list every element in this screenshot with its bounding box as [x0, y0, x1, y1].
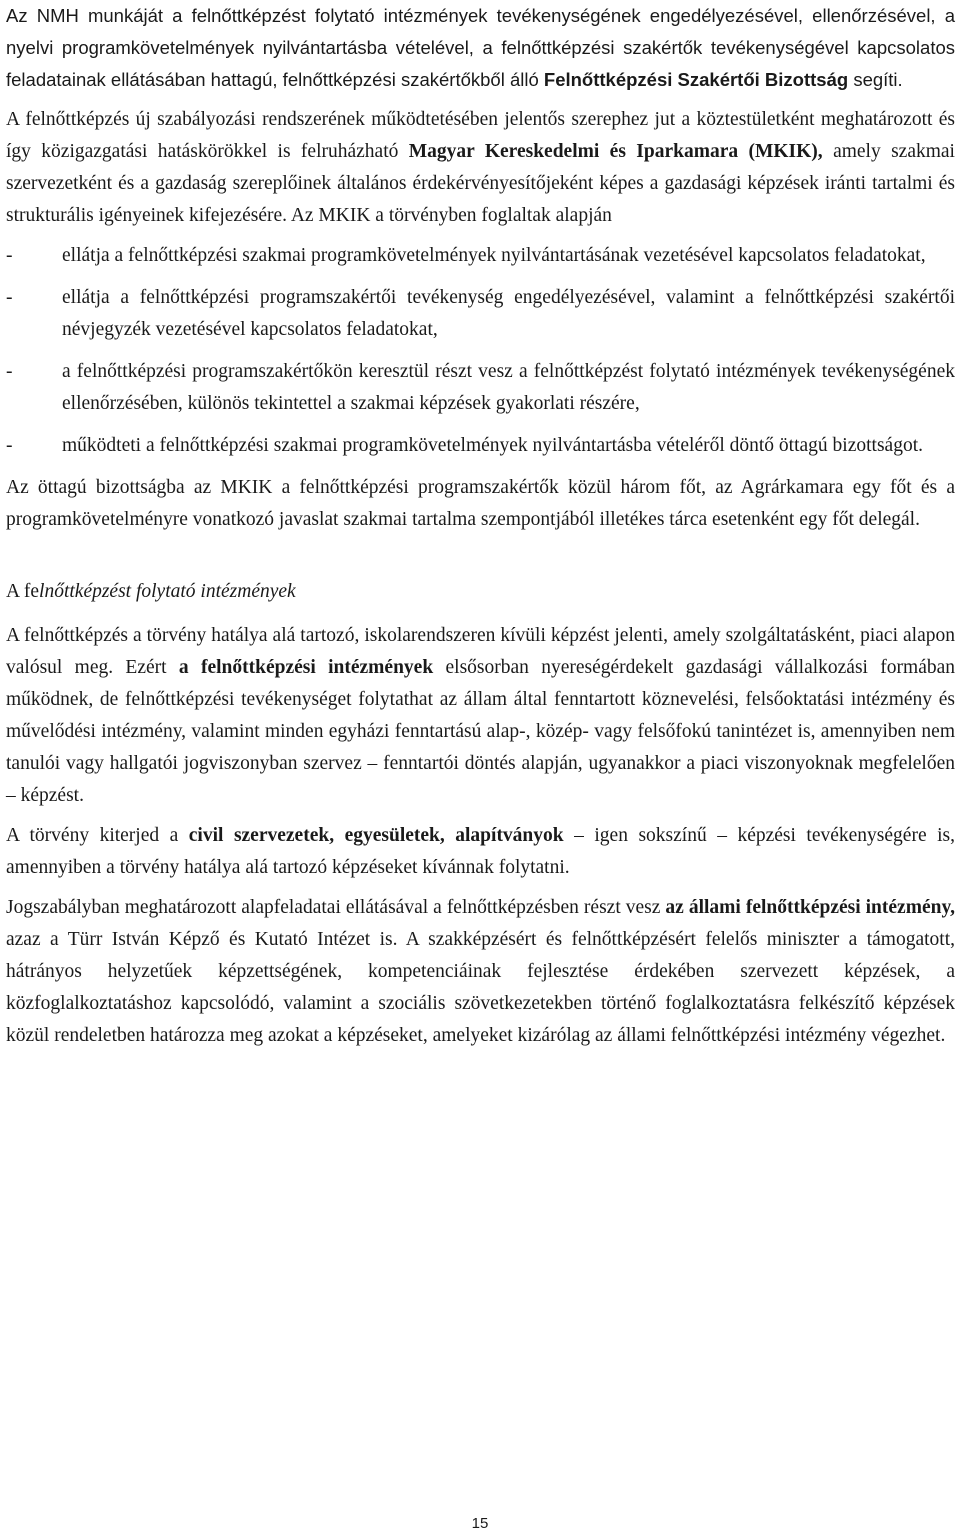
- paragraph-mkik-tail: Az MKIK a törvényben foglaltak alapján: [287, 205, 612, 226]
- section-heading: [6, 576, 955, 608]
- bold-state-institution: az állami felnőttképzési intézmény,: [665, 897, 955, 918]
- bold-mkik-name: Magyar Kereskedelmi és Iparkamara (MKIK),: [408, 141, 823, 162]
- paragraph-fszb-text: Az NMH munkáját a felnőttképzést folytató intézmények tevékenységének engedélyezésével, ellenőrzésével, a nyelvi programkövetelmények nyilvántartásba vételével, a felnőttképzési szakértők tevékenységével kapcsolatos feladatainak ellátásában hattagú, felnőttképzési szakértőkből álló: [6, 5, 955, 90]
- list-item: [6, 282, 955, 346]
- paragraph-committee: Az öttagú bizottságba az MKIK a felnőttképzési programszakértők közül három főt, az Agrárkamara egy főt és a programkövetelményre vonatkozó javaslat szakmai tartalma szempontjából illetékes tárca esetenként egy főt delegál.: [6, 477, 955, 530]
- paragraph-mkik: [6, 104, 955, 232]
- section-heading-italic: lnőttképzést folytató intézmények: [39, 581, 296, 602]
- paragraph-state-text: Jogszabályban meghatározott alapfeladatai ellátásával a felnőttképzésben részt vesz: [6, 897, 666, 918]
- paragraph-fszb: [6, 0, 955, 96]
- list-item-text: működteti a felnőttképzési szakmai programkövetelmények nyilvántartásba vételéről döntő öttagú bizottságot.: [62, 435, 923, 456]
- dash-bullet: -: [6, 435, 13, 456]
- dash-bullet: -: [6, 287, 13, 308]
- paragraph-fszb-after: segíti.: [848, 69, 903, 90]
- bold-civil: civil szervezetek, egyesületek, alapítványok: [188, 825, 564, 846]
- list-item: [6, 240, 955, 272]
- paragraph-civil-text: A törvény kiterjed a: [6, 825, 189, 846]
- list-item-text: ellátja a felnőttképzési programszakértői tevékenység engedélyezésével, valamint a felnőttképzési szakértői névjegyzék vezetésével kapcsolatos feladatokat,: [62, 287, 955, 340]
- paragraph-institutions: [6, 620, 955, 812]
- mkik-task-list: [6, 240, 955, 462]
- page-number: 15: [471, 1515, 489, 1532]
- bold-fszb-name: Felnőttképzési Szakértői Bizottság: [543, 69, 849, 90]
- document-page: [6, 0, 955, 1060]
- paragraph-civil: [6, 820, 955, 884]
- paragraph-civil-after: – igen sokszínű – képzési tevékenységére is, amennyiben a törvény hatálya alá tartozó képzéseket kívánnak folytatni.: [6, 825, 955, 878]
- section-heading-plain: A fe: [6, 581, 40, 602]
- paragraph-mkik-text: A felnőttképzés új szabályozási rendszerének működtetésében jelentős szerephez jut a köztestületként meghatározott és így közigazgatási hatáskörökkel is felruházható: [6, 109, 955, 162]
- list-item: [6, 356, 955, 420]
- list-item-text: a felnőttképzési programszakértőkön keresztül részt vesz a felnőttképzést folytató intézmények tevékenységének ellenőrzésében, különös tekintettel a szakmai képzések gyakorlati részére,: [62, 361, 955, 414]
- paragraph-state-institution: [6, 892, 955, 1052]
- paragraph-state-after: azaz a Türr István Képző és Kutató Intézet is. A szakképzésért és felnőttképzésért felelős miniszter a támogatott, hátrányos helyzetűek képzettségének, kompetenciáinak fejlesztése érdekében szervezett képzések, a közfoglalkoztatáshoz kapcsolódó, valamint a szociális szövetkezetekben történő foglalkoztatásra felkészítő képzések közül rendeletben határozza meg azokat a képzéseket, amelyeket kizárólag az állami felnőttképzési intézmény végezhet.: [6, 929, 955, 1046]
- paragraph-institutions-after: elsősorban nyereségérdekelt gazdasági vállalkozási formában működnek, de felnőttképzési tevékenységet folytathat az állam által fenntartott köznevelési, felsőoktatási intézmény és művelődési intézmény, valamint minden egyházi fenntartású alap-, közép- vagy felsőfokú tanintézet is, amennyiben nem tanulói vagy hallgatói jogviszonyban szervez – fenntartói döntés alapján, ugyanakkor a piaci viszonyoknak megfelelően – képzést.: [6, 657, 956, 806]
- paragraph-institutions-text: A felnőttképzés a törvény hatálya alá tartozó, iskolarendszeren kívüli képzést jelenti, amely szolgáltatásként, piaci alapon valósul meg. Ezért: [6, 625, 955, 678]
- list-item-text: ellátja a felnőttképzési szakmai programkövetelmények nyilvántartásának vezetésével kapcsolatos feladatokat,: [62, 245, 926, 266]
- list-item: [6, 430, 955, 462]
- dash-bullet: -: [6, 361, 13, 382]
- paragraph-mkik-after: amely szakmai szervezetként és a gazdaság szereplőinek általános érdekérvényesítőjeként képes a gazdasági képzések iránti tartalmi és strukturális igényeinek kifejezésére.: [6, 141, 955, 226]
- bold-institutions: a felnőttképzési intézmények: [178, 657, 434, 678]
- dash-bullet: -: [6, 245, 13, 266]
